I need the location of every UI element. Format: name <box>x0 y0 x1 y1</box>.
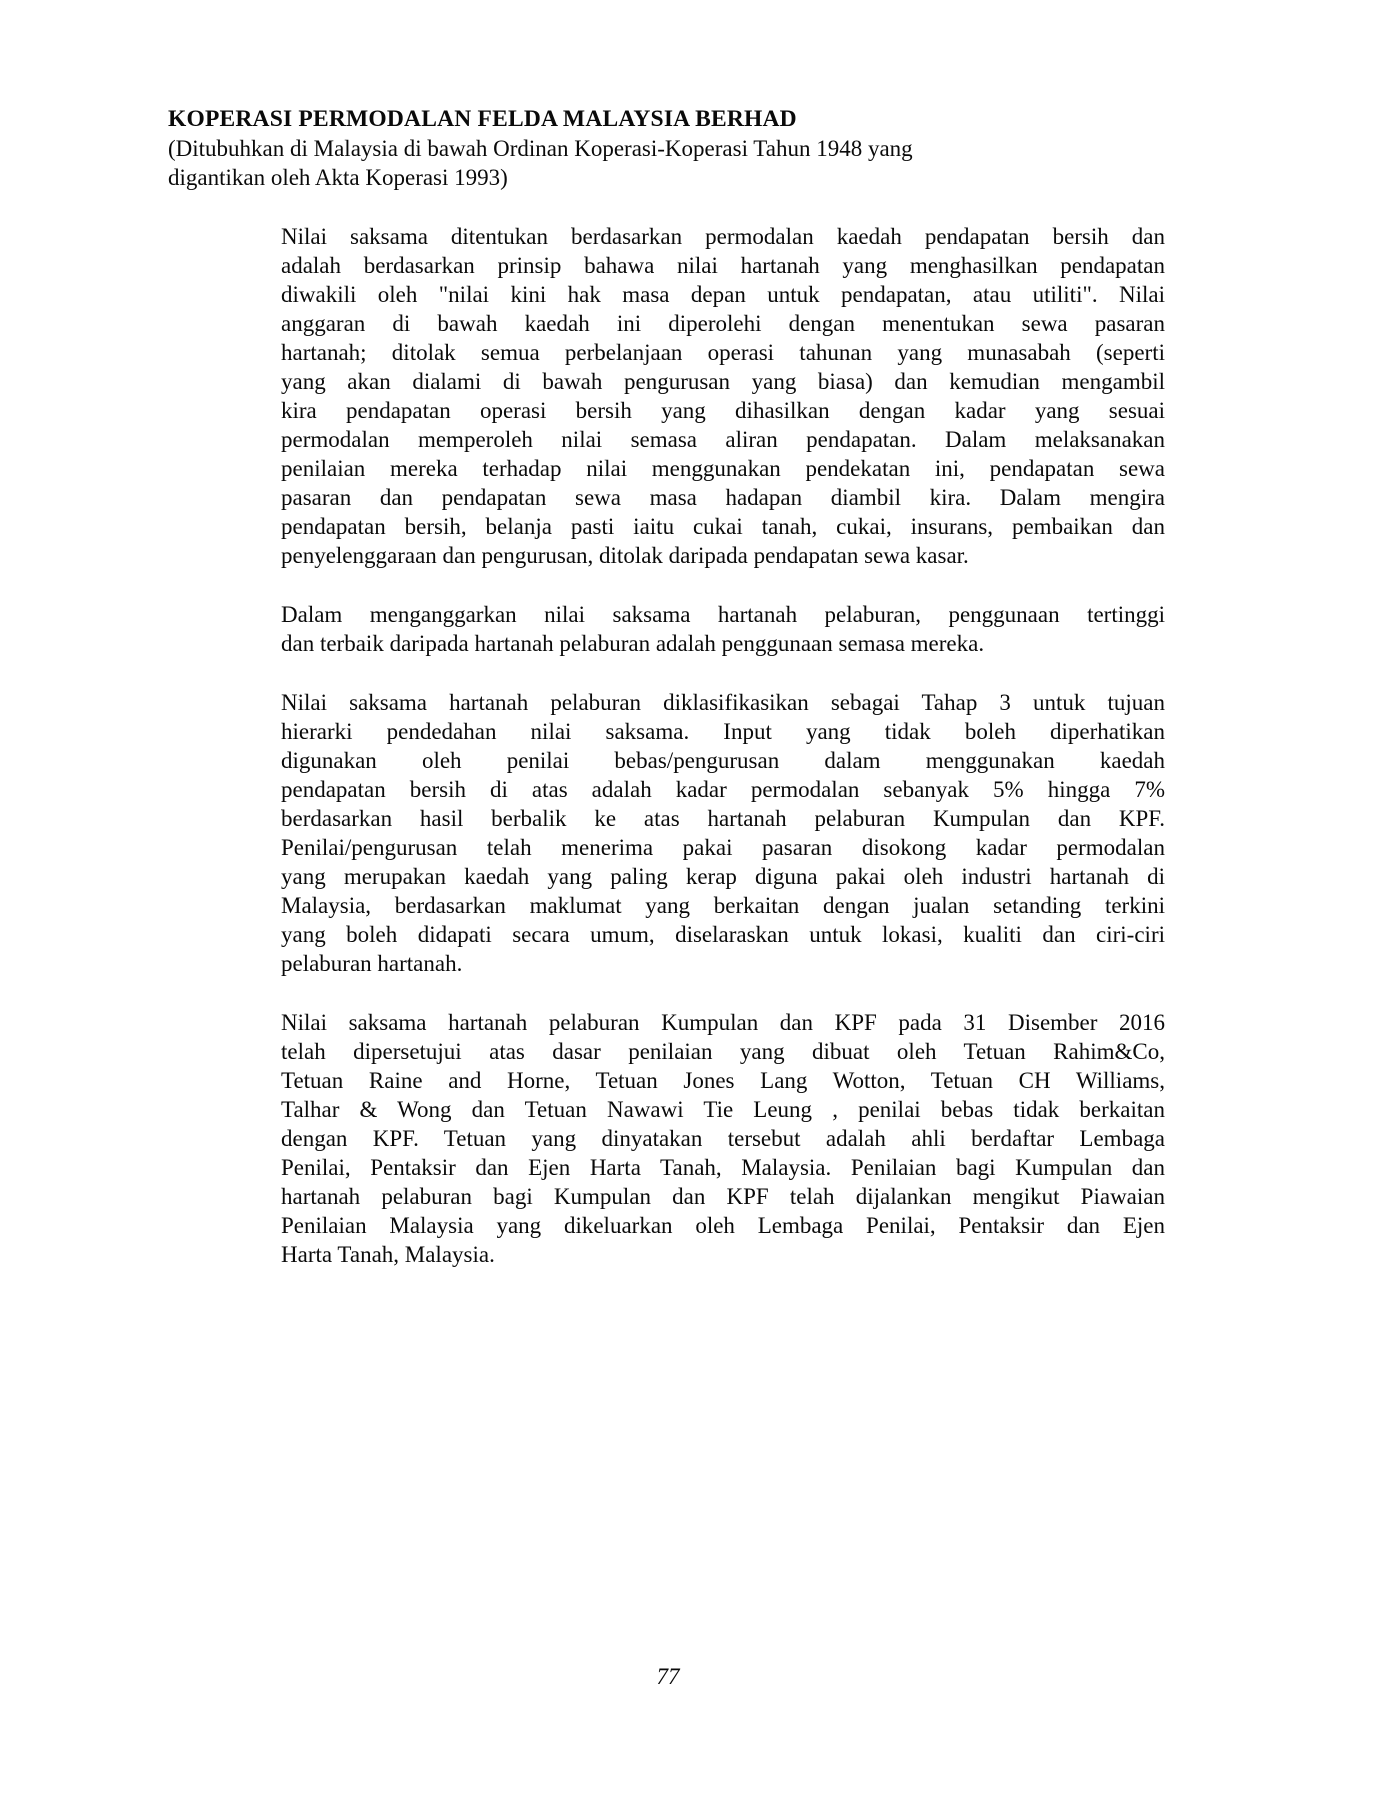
text-line: Nilai saksama hartanah pelaburan Kumpulan dan KPF pada 31 Disember 2016 <box>281 1010 1165 1035</box>
company-subtitle <box>168 134 1158 192</box>
text-line: digunakan oleh penilai bebas/pengurusan dalam menggunakan kaedah <box>281 748 1165 773</box>
text-line: Talhar & Wong dan Tetuan Nawawi Tie Leung , penilai bebas tidak berkaitan <box>281 1097 1165 1122</box>
paragraph-independent-valuers <box>281 1008 1165 1269</box>
text-line: digantikan oleh Akta Koperasi 1993) <box>168 165 508 190</box>
paragraph-highest-best-use <box>281 600 1165 658</box>
text-line: penyelenggaraan dan pengurusan, ditolak daripada pendapatan sewa kasar. <box>281 543 969 568</box>
text-line: Nilai saksama hartanah pelaburan diklasifikasikan sebagai Tahap 3 untuk tujuan <box>281 690 1165 715</box>
text-line: pelaburan hartanah. <box>281 951 463 976</box>
text-line: yang akan dialami di bawah pengurusan yang biasa) dan kemudian mengambil <box>281 369 1165 394</box>
text-line: Penilaian Malaysia yang dikeluarkan oleh Lembaga Penilai, Pentaksir dan Ejen <box>281 1213 1165 1238</box>
text-line: adalah berdasarkan prinsip bahawa nilai hartanah yang menghasilkan pendapatan <box>281 253 1165 278</box>
text-line: Malaysia, berdasarkan maklumat yang berkaitan dengan jualan setanding terkini <box>281 893 1165 918</box>
document-header <box>168 104 1158 192</box>
text-line: Tetuan Raine and Horne, Tetuan Jones Lang Wotton, Tetuan CH Williams, <box>281 1068 1165 1093</box>
text-line: Penilai/pengurusan telah menerima pakai pasaran disokong kadar permodalan <box>281 835 1165 860</box>
text-line: hartanah; ditolak semua perbelanjaan operasi tahunan yang munasabah (seperti <box>281 340 1165 365</box>
text-line: anggaran di bawah kaedah ini diperolehi dengan menentukan sewa pasaran <box>281 311 1165 336</box>
text-line: pendapatan bersih di atas adalah kadar permodalan sebanyak 5% hingga 7% <box>281 777 1165 802</box>
document-body <box>281 222 1165 1299</box>
text-line: hierarki pendedahan nilai saksama. Input yang tidak boleh diperhatikan <box>281 719 1165 744</box>
text-line: penilaian mereka terhadap nilai menggunakan pendekatan ini, pendapatan sewa <box>281 456 1165 481</box>
text-line: diwakili oleh "nilai kini hak masa depan untuk pendapatan, atau utiliti". Nilai <box>281 282 1165 307</box>
page-number: 77 <box>656 1664 680 1689</box>
text-line: dengan KPF. Tetuan yang dinyatakan tersebut adalah ahli berdaftar Lembaga <box>281 1126 1165 1151</box>
text-line: pasaran dan pendapatan sewa masa hadapan diambil kira. Dalam mengira <box>281 485 1165 510</box>
text-line: pendapatan bersih, belanja pasti iaitu cukai tanah, cukai, insurans, pembaikan dan <box>281 514 1165 539</box>
paragraph-fair-value-hierarchy <box>281 688 1165 978</box>
text-line: yang boleh didapati secara umum, diselaraskan untuk lokasi, kualiti dan ciri-ciri <box>281 922 1165 947</box>
text-line: (Ditubuhkan di Malaysia di bawah Ordinan Koperasi-Koperasi Tahun 1948 yang <box>168 136 913 161</box>
text-line: telah dipersetujui atas dasar penilaian yang dibuat oleh Tetuan Rahim&Co, <box>281 1039 1165 1064</box>
paragraph-valuation-method <box>281 222 1165 570</box>
company-title: KOPERASI PERMODALAN FELDA MALAYSIA BERHAD <box>168 106 797 132</box>
text-line: Nilai saksama ditentukan berdasarkan permodalan kaedah pendapatan bersih dan <box>281 224 1165 249</box>
text-line: kira pendapatan operasi bersih yang dihasilkan dengan kadar yang sesuai <box>281 398 1165 423</box>
text-line: Penilai, Pentaksir dan Ejen Harta Tanah, Malaysia. Penilaian bagi Kumpulan dan <box>281 1155 1165 1180</box>
text-line: hartanah pelaburan bagi Kumpulan dan KPF telah dijalankan mengikut Piawaian <box>281 1184 1165 1209</box>
text-line: berdasarkan hasil berbalik ke atas hartanah pelaburan Kumpulan dan KPF. <box>281 806 1165 831</box>
text-line: Harta Tanah, Malaysia. <box>281 1242 495 1267</box>
text-line: Dalam menganggarkan nilai saksama hartanah pelaburan, penggunaan tertinggi <box>281 602 1165 627</box>
text-line: yang merupakan kaedah yang paling kerap diguna pakai oleh industri hartanah di <box>281 864 1165 889</box>
text-line: dan terbaik daripada hartanah pelaburan adalah penggunaan semasa mereka. <box>281 631 985 656</box>
text-line: permodalan memperoleh nilai semasa aliran pendapatan. Dalam melaksanakan <box>281 427 1165 452</box>
